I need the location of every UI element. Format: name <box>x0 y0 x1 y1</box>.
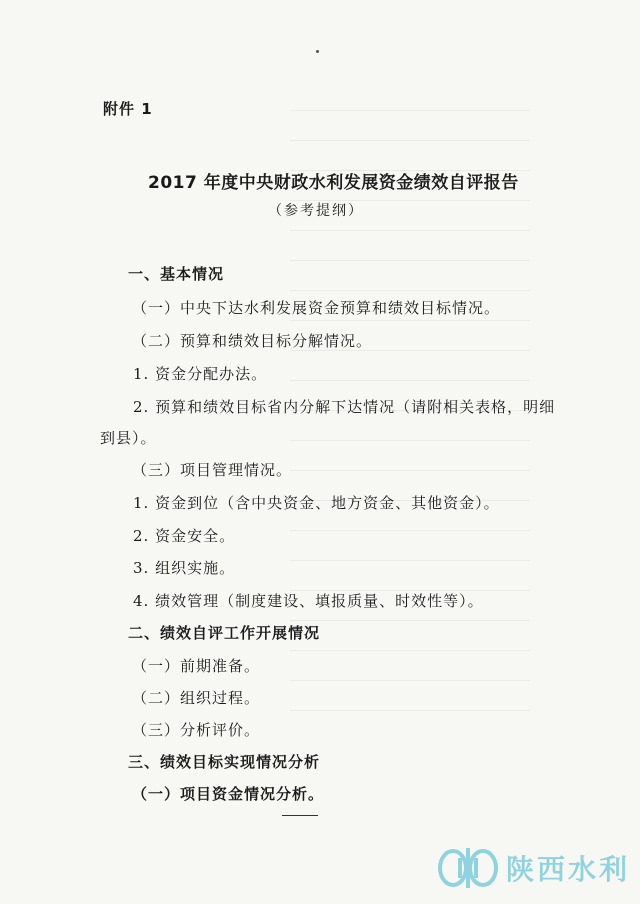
section-heading-3: 三、绩效目标实现情况分析 <box>128 753 321 771</box>
section-heading-1: 一、基本情况 <box>128 265 225 283</box>
outline-item: 4. 绩效管理（制度建设、填报质量、时效性等）。 <box>133 592 484 610</box>
outline-item: 2. 预算和绩效目标省内分解下达情况（请附相关表格，明细 <box>133 398 556 416</box>
outline-item: （一）前期准备。 <box>132 657 261 675</box>
scan-speck <box>316 50 319 53</box>
outline-item: 1. 资金到位（含中央资金、地方资金、其他资金）。 <box>133 494 500 512</box>
document-title: 2017 年度中央财政水利发展资金绩效自评报告 <box>148 173 519 193</box>
outline-item: （一）项目资金情况分析。 <box>132 785 325 803</box>
page-divider <box>282 815 318 816</box>
attachment-label: 附件 1 <box>103 100 153 118</box>
document-subtitle: （参考提纲） <box>268 203 364 219</box>
outline-item: （一）中央下达水利发展资金预算和绩效目标情况。 <box>132 299 501 317</box>
outline-item: 2. 资金安全。 <box>133 527 236 545</box>
section-heading-2: 二、绩效自评工作开展情况 <box>128 624 321 642</box>
watermark <box>436 844 630 892</box>
outline-item: （二）组织过程。 <box>132 689 261 707</box>
outline-item: 到县）。 <box>100 429 157 447</box>
outline-item: 1. 资金分配办法。 <box>133 365 268 383</box>
outline-item: 3. 组织实施。 <box>133 559 236 577</box>
outline-item: （三）项目管理情况。 <box>132 461 293 479</box>
outline-item: （三）分析评价。 <box>132 721 261 739</box>
outline-item: （二）预算和绩效目标分解情况。 <box>132 332 373 350</box>
shaanxi-water-logo-icon <box>436 844 500 892</box>
watermark-text: 陕西水利 <box>505 853 630 886</box>
